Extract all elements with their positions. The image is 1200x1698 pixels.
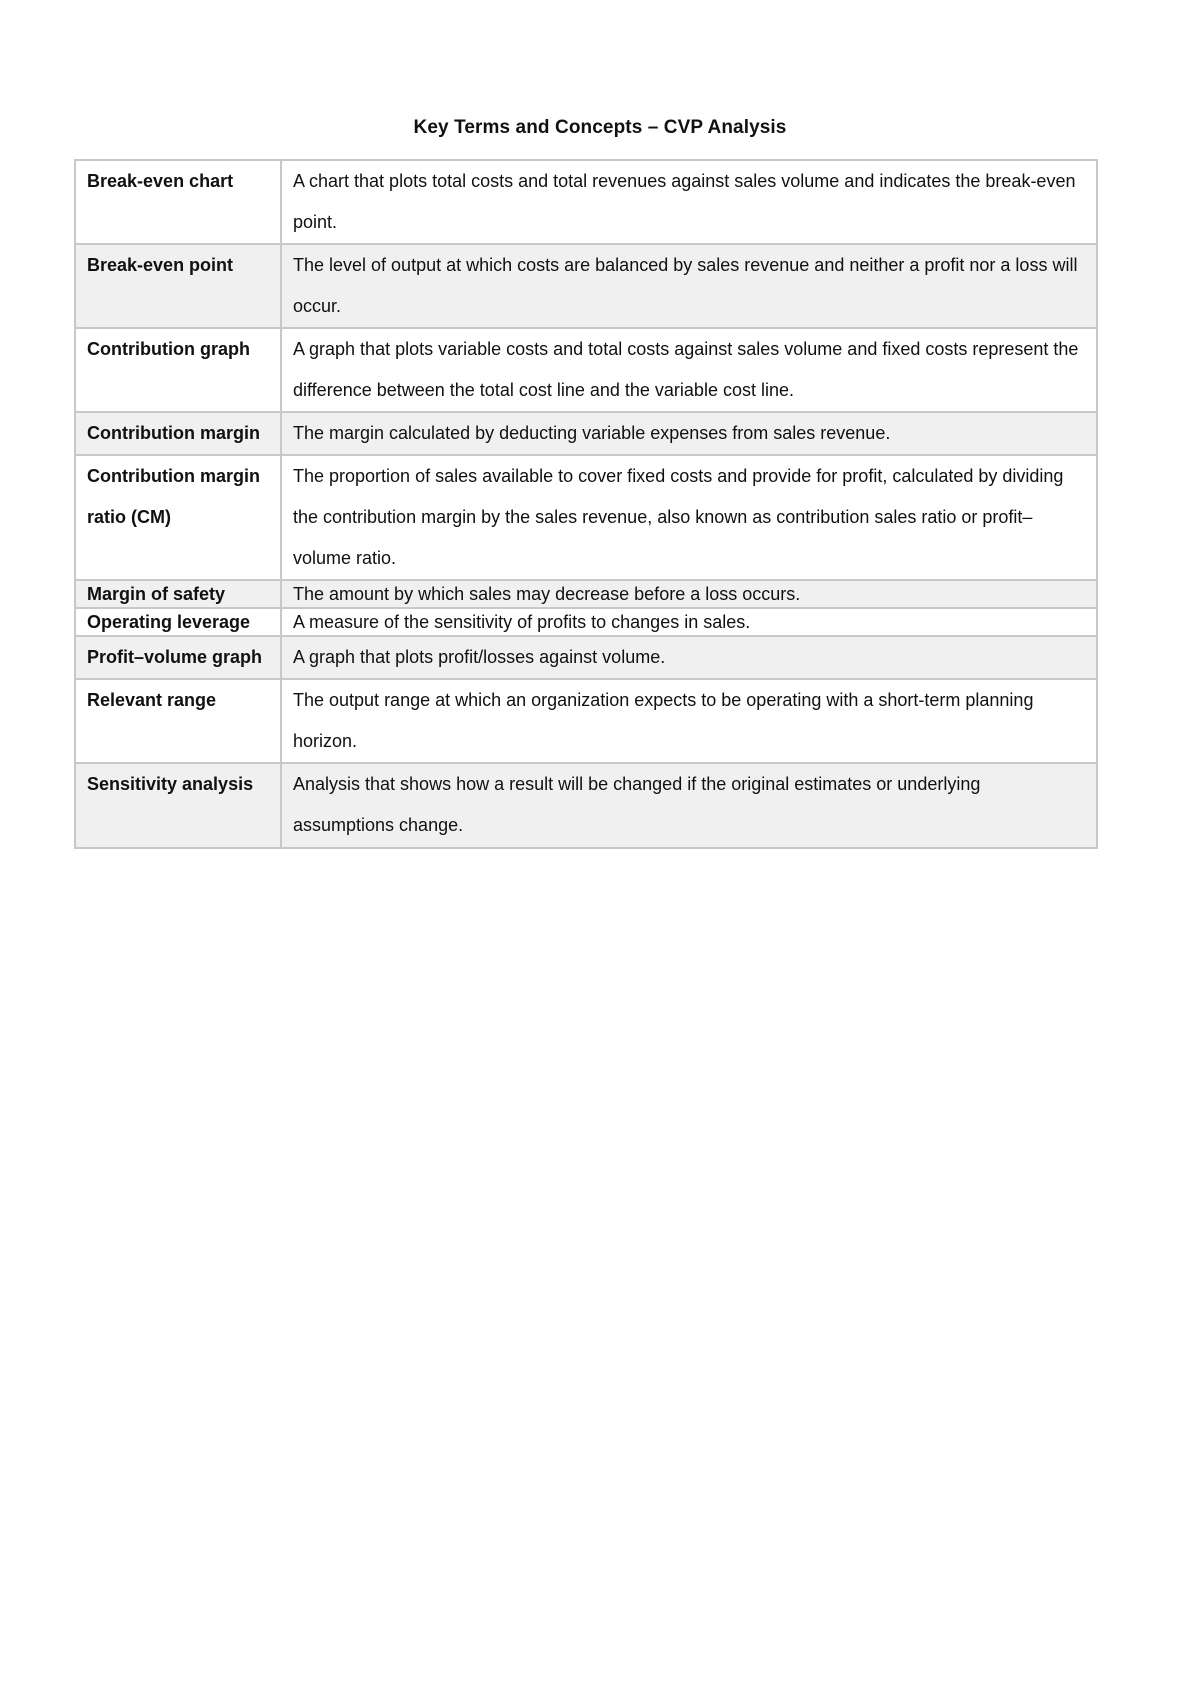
term-cell: Break-even chart (75, 160, 281, 244)
term-cell: Relevant range (75, 679, 281, 763)
table-row (75, 608, 1097, 636)
table-row (75, 679, 1097, 763)
definition-cell: A graph that plots profit/losses against volume. (281, 636, 1097, 679)
term-cell: Operating leverage (75, 608, 281, 636)
term-cell: Break-even point (75, 244, 281, 328)
term-cell: Contribution margin (75, 412, 281, 455)
term-cell: Sensitivity analysis (75, 763, 281, 848)
table-row (75, 580, 1097, 608)
table-row (75, 763, 1097, 848)
term-cell: Contribution margin ratio (CM) (75, 455, 281, 580)
table-row (75, 160, 1097, 244)
table-row (75, 636, 1097, 679)
document-title: Key Terms and Concepts – CVP Analysis (413, 117, 787, 138)
key-terms-table (74, 159, 1098, 849)
definition-cell: A measure of the sensitivity of profits to changes in sales. (281, 608, 1097, 636)
definition-cell: The level of output at which costs are balanced by sales revenue and neither a profit nor a loss will occur. (281, 244, 1097, 328)
table-row (75, 412, 1097, 455)
table-row (75, 244, 1097, 328)
table-row (75, 455, 1097, 580)
term-cell: Contribution graph (75, 328, 281, 412)
term-cell: Margin of safety (75, 580, 281, 608)
definition-cell: Analysis that shows how a result will be changed if the original estimates or underlying assumptions change. (281, 763, 1097, 848)
definition-cell: The proportion of sales available to cover fixed costs and provide for profit, calculated by dividing the contribution margin by the sales revenue, also known as contribution sales ratio or profit–volume ratio. (281, 455, 1097, 580)
table-row (75, 328, 1097, 412)
definition-cell: The margin calculated by deducting variable expenses from sales revenue. (281, 412, 1097, 455)
definition-cell: A graph that plots variable costs and total costs against sales volume and fixed costs represent the difference between the total cost line and the variable cost line. (281, 328, 1097, 412)
definition-cell: The output range at which an organization expects to be operating with a short-term planning horizon. (281, 679, 1097, 763)
definition-cell: A chart that plots total costs and total revenues against sales volume and indicates the break-even point. (281, 160, 1097, 244)
term-cell: Profit–volume graph (75, 636, 281, 679)
definition-cell: The amount by which sales may decrease before a loss occurs. (281, 580, 1097, 608)
